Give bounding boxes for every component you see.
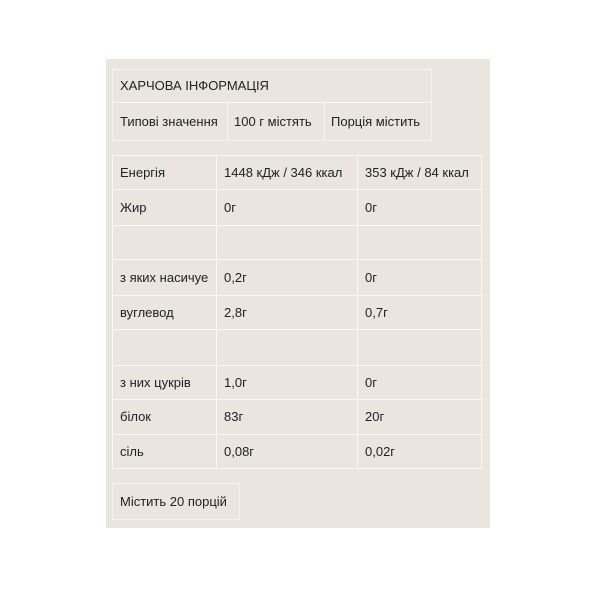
column-header-per-100g: 100 г містять <box>234 113 312 129</box>
row-energy-per100: 1448 кДж / 346 ккал <box>224 164 343 180</box>
servings-text: Містить 20 порцій <box>120 493 227 509</box>
row-fat-serving: 0г <box>365 199 377 215</box>
row-carbs-serving: 0,7г <box>365 304 388 320</box>
row-saturated-per100: 0,2г <box>224 269 247 285</box>
row-sugars-serving: 0г <box>365 374 377 390</box>
row-blank-2-name <box>114 330 216 365</box>
row-salt-per100: 0,08г <box>224 443 255 459</box>
row-blank-2-per100 <box>218 330 357 365</box>
nutrition-title: ХАРЧОВА ІНФОРМАЦІЯ <box>120 78 269 93</box>
row-salt-name: сіль <box>120 443 144 459</box>
row-saturated-serving: 0г <box>365 269 377 285</box>
row-blank-2-serving <box>359 330 481 365</box>
row-fat-per100: 0г <box>224 199 236 215</box>
nutrition-panel <box>106 59 490 528</box>
row-blank-1-serving <box>359 226 481 259</box>
row-saturated-name: з яких насичуе <box>120 269 209 285</box>
row-fat-name: Жир <box>120 199 147 215</box>
row-carbs-per100: 2,8г <box>224 304 247 320</box>
column-header-per-serving: Порція містить <box>331 113 421 129</box>
column-header-typical: Типові значення <box>120 113 218 129</box>
row-energy-serving: 353 кДж / 84 ккал <box>365 164 469 180</box>
row-salt-serving: 0,02г <box>365 443 396 459</box>
row-energy-name: Енергія <box>120 164 165 180</box>
row-protein-per100: 83г <box>224 409 244 424</box>
row-blank-1-name <box>114 226 216 259</box>
row-protein-serving: 20г <box>365 409 385 424</box>
row-sugars-per100: 1,0г <box>224 374 247 390</box>
row-protein-name: білок <box>120 409 151 424</box>
row-carbs-name: вуглевод <box>120 304 174 320</box>
row-blank-1-per100 <box>218 226 357 259</box>
row-sugars-name: з них цукрів <box>120 374 191 390</box>
